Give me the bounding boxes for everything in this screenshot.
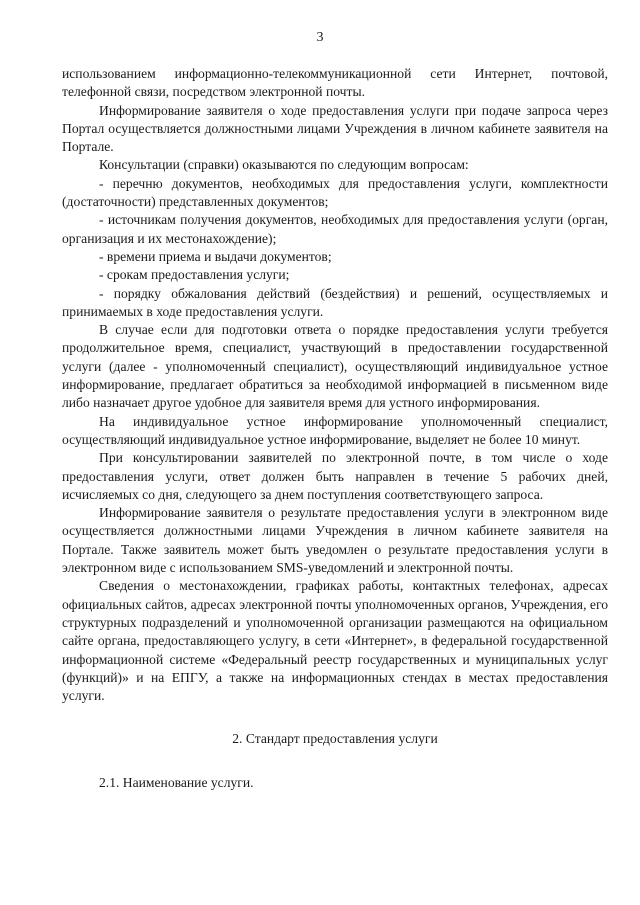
page-number: 3 (316, 30, 324, 45)
document-body (62, 65, 608, 792)
list-item-sources: - источникам получения документов, необходимых для предоставления услуги (орган, организация и их местонахождение); (62, 212, 608, 246)
paragraph-email-consulting: При консультировании заявителей по электронной почте, в том числе о ходе предоставления услуги, ответ должен быть направлен в течение 5 рабочих дней, исчисляемых со дня, следующего за днем поступления соответствующего запроса. (62, 450, 608, 502)
list-item-reception-time: - времени приема и выдачи документов; (99, 248, 332, 264)
paragraph-portal-info: Информирование заявителя о ходе предоставления услуги при подаче запроса через Портал осуществляется должностными лицами Учреждения в личном кабинете заявителя на Портале. (62, 102, 608, 155)
paragraph-consultations: Консультации (справки) оказываются по следующим вопросам: (99, 157, 469, 173)
paragraph-long-preparation: В случае если для подготовки ответа о порядке предоставления услуги требуется продолжительное время, специалист, участвующий в предоставлении государственной услуги (далее - уполномоченный специалист), осуществляющий индивидуальное устное информирование, предлагает обратиться за необходимой информацией в письменном виде либо назначает другое удобное для заявителя время для устного информирования. (62, 322, 608, 411)
section-title: 2. Стандарт предоставления услуги (232, 731, 438, 747)
list-item-terms: - срокам предоставления услуги; (99, 267, 290, 283)
paragraph-result-info: Информирование заявителя о результате предоставления услуги в электронном виде осуществляется должностными лицами Учреждения в личном кабинете заявителя на Портале. Также заявитель может быть уведомлен о результате предоставления услуги в электронном виде с использованием SMS-уведомлений и электронной почты. (62, 505, 608, 576)
paragraph-continuation: использованием информационно-телекоммуникационной сети Интернет, почтовой, телефонной связи, посредством электронной почты. (62, 66, 608, 100)
subsection-title: 2.1. Наименование услуги. (99, 774, 254, 790)
list-item-documents: - перечню документов, необходимых для предоставления услуги, комплектности (достаточности) представленных документов; (62, 175, 608, 210)
list-item-appeal: - порядку обжалования действий (бездействия) и решений, осуществляемых и принимаемых в ходе предоставления услуги. (62, 285, 608, 319)
paragraph-location-info: Сведения о местонахождении, графиках работы, контактных телефонах, адресах официальных сайтов, адресах электронной почты уполномоченных органов, Учреждения, его структурных подразделений и уполномоченной организации размещаются на официальном сайте органа, предоставляющего услугу, в сети «Интернет», в федеральной государственной информационной системе «Федеральный реестр государственных и муниципальных услуг (функций)» и на ЕПГУ, а также на информационных стендах в местах предоставления услуги. (62, 578, 608, 704)
paragraph-oral-info-limit: На индивидуальное устное информирование уполномоченный специалист, осуществляющий индивидуальное устное информирование, выделяет не более 10 минут. (62, 413, 608, 447)
